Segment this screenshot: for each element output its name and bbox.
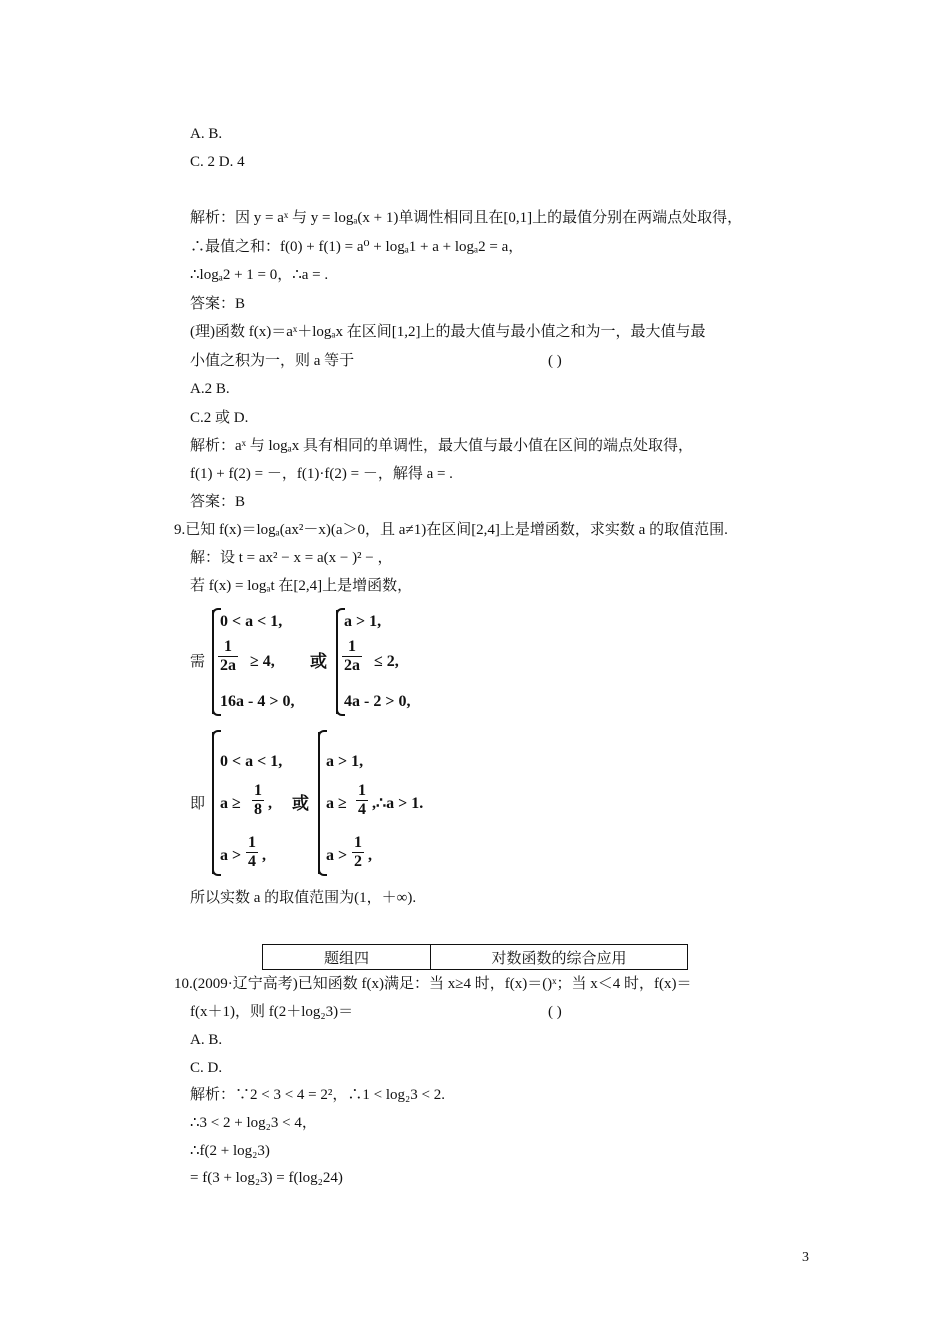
solution-line: ∴最值之和：f(0) + f(1) = a⁰ + logₐ1 + a + logₐ2 = a， — [190, 239, 524, 255]
system-line: 4a - 2 > 0, — [344, 693, 411, 710]
question-line: f(x＋1)，则 f(2＋log₂3)＝ — [190, 1004, 354, 1020]
question-9: 9.已知 f(x)＝logₐ(ax²－x)(a＞0，且 a≠1)在区间[2,4]上是增函数，求实数 a 的取值范围. — [174, 522, 728, 538]
system-line: a ≥ — [326, 795, 347, 812]
left-brace — [336, 610, 338, 714]
system-line: a > 1, — [344, 613, 382, 630]
system-line: 16a - 4 > 0, — [220, 693, 295, 710]
fraction: $\frac{1}{4}$ — [248, 834, 256, 870]
answer-line: 答案：B — [190, 296, 246, 312]
system-line: a > — [326, 847, 348, 864]
answer-blank: ( ) — [548, 353, 562, 369]
system-line: 0 < a < 1, — [220, 753, 283, 770]
option-line: A. B. — [190, 1032, 223, 1048]
fraction: $\frac{1}{8}$ — [254, 782, 262, 818]
solution-line: 解析：因 y = aˣ 与 y = logₐ(x + 1)单调性相同且在[0,1]上的最值分别在两端点处取得， — [190, 210, 743, 226]
label-xu: 需 — [190, 654, 206, 670]
system-line: a ≥ — [220, 795, 241, 812]
system-line: , — [268, 795, 272, 812]
question-10: 10.(2009·辽宁高考)已知函数 f(x)满足：当 x≥4 时，f(x)＝()ˣ；当 x＜4 时，f(x)＝ — [174, 976, 692, 992]
fraction: $\frac{1}{2a}$ — [344, 638, 360, 674]
label-or: 或 — [310, 652, 327, 671]
section-header-table — [262, 944, 688, 970]
left-brace — [212, 732, 214, 874]
answer-line: 答案：B — [190, 494, 246, 510]
answer-blank: ( ) — [548, 1004, 562, 1020]
conclusion-line: 所以实数 a 的取值范围为(1，＋∞). — [190, 890, 417, 906]
section-title: 对数函数的综合应用 — [431, 945, 688, 970]
system-line: 0 < a < 1, — [220, 613, 283, 630]
solution-line: 解析：∵2 < 3 < 4 = 2²，∴1 < log₂3 < 2. — [190, 1087, 445, 1103]
option-line: A. B. — [190, 126, 223, 142]
left-brace — [212, 610, 214, 714]
solution-line: 解析：aˣ 与 logₐx 具有相同的单调性，最大值与最小值在区间的端点处取得， — [190, 438, 694, 454]
system-line: , — [368, 847, 372, 864]
option-line: C.2 或 D. — [190, 410, 249, 426]
question-line: (理)函数 f(x)＝aˣ＋logₐx 在区间[1,2]上的最大值与最小值之和为一，最大值与最 — [190, 324, 706, 340]
option-line: C. D. — [190, 1060, 223, 1076]
solution-line: 若 f(x) = logₐt 在[2,4]上是增函数， — [190, 578, 413, 594]
left-brace — [318, 732, 320, 874]
solution-line: 解：设 t = ax² − x = a(x − )² − ， — [190, 550, 393, 566]
system-line: , — [262, 847, 266, 864]
solution-line: = f(3 + log₂3) = f(log₂24) — [190, 1170, 343, 1186]
solution-line: ∴3 < 2 + log₂3 < 4， — [190, 1115, 317, 1131]
fraction: $\frac{1}{4}$ — [358, 782, 366, 818]
system-line: a > — [220, 847, 242, 864]
label-ji: 即 — [190, 796, 206, 812]
label-or: 或 — [292, 794, 309, 813]
fraction: $\frac{1}{2}$ — [354, 834, 362, 870]
solution-line: ∴f(2 + log₂3) — [190, 1143, 270, 1159]
solution-line: ∴logₐ2 + 1 = 0，∴a = . — [190, 267, 329, 283]
page-number: 3 — [802, 1250, 809, 1265]
system-line: ,∴a > 1. — [372, 795, 424, 812]
solution-line: f(1) + f(2) = －，f(1)·f(2) = －，解得 a = . — [190, 466, 453, 482]
option-line: A.2 B. — [190, 381, 230, 397]
fraction: $\frac{1}{2a}$ — [220, 638, 236, 674]
system-line: a > 1, — [326, 753, 364, 770]
system-line: ≤ 2, — [374, 653, 399, 670]
system-line: ≥ 4, — [250, 653, 275, 670]
section-number: 题组四 — [263, 945, 431, 970]
option-line: C. 2 D. 4 — [190, 154, 245, 170]
question-line: 小值之积为一，则 a 等于 — [190, 353, 355, 369]
